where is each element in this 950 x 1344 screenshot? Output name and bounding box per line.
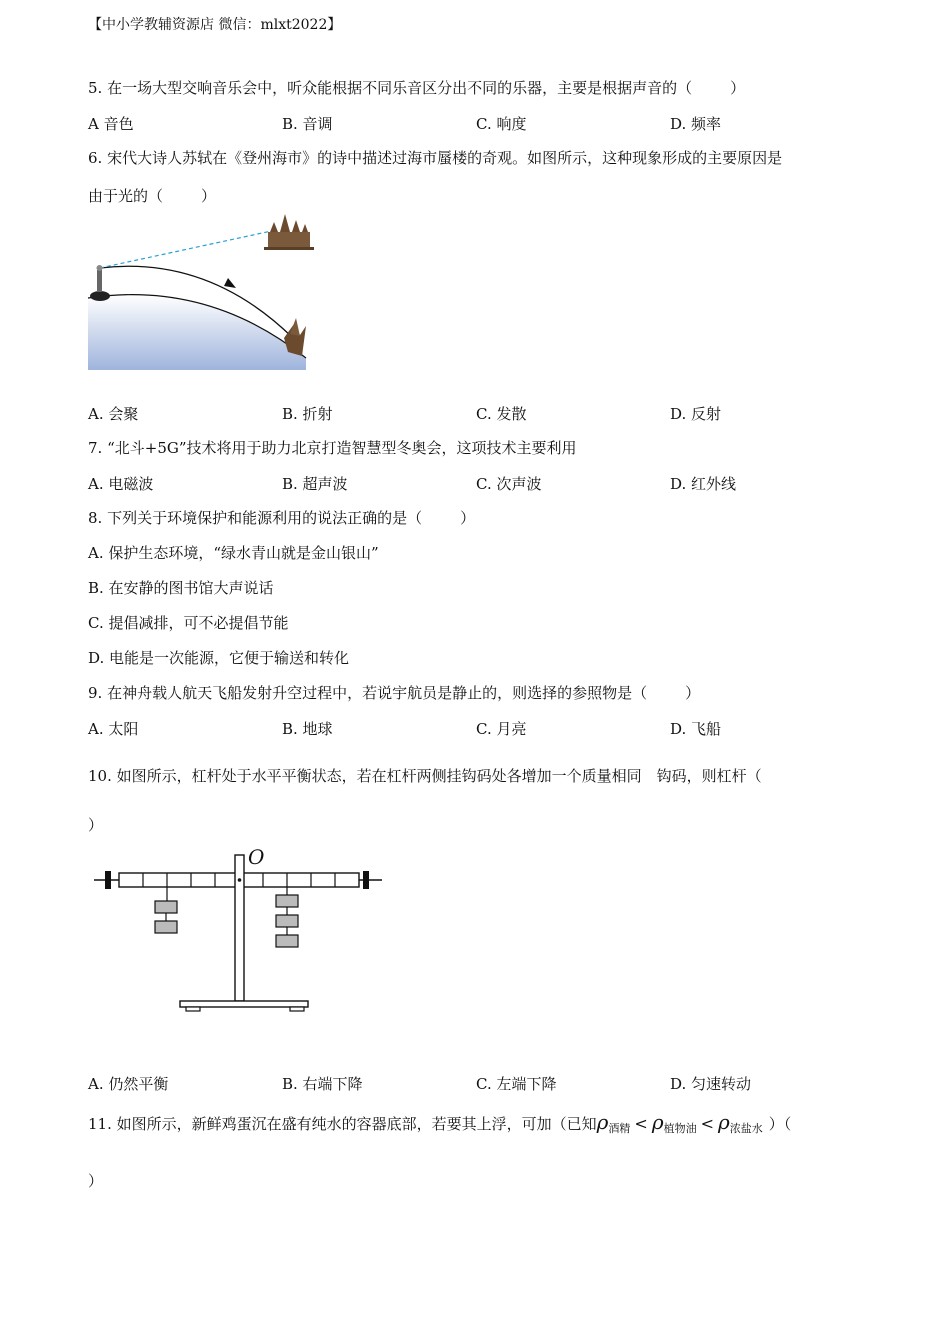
q8-option-a[interactable]: A. 保护生态环境，“绿水青山就是金山银山” [88,544,379,562]
mirage-diagram [88,210,328,370]
rho-symbol-3: ρ [717,1110,730,1134]
lever-stand-post [235,855,244,1001]
observer-icon [90,265,110,301]
rho-sub-alcohol: 酒精 [608,1122,631,1135]
right-nut [363,871,369,889]
question-5 [88,77,745,98]
left-weight-2 [155,921,177,933]
q7-option-d[interactable]: D. 红外线 [670,475,737,493]
question-8 [88,507,475,528]
q9-option-c[interactable]: C. 月亮 [476,720,527,738]
question-10-line2: ） [88,816,104,834]
q5-option-c[interactable]: C. 响度 [476,115,527,133]
question-11-stem: 11. 如图所示，新鲜鸡蛋沉在盛有纯水的容器底部，若要其上浮，可加（已知 [88,1115,597,1133]
rho-symbol-2: ρ [651,1110,664,1134]
less-than-1: < [634,1114,648,1133]
question-11 [88,1110,791,1134]
question-8-stem: 8. 下列关于环境保护和能源利用的说法正确的是（ [88,509,423,527]
question-6-line2-text: 由于光的（ [88,187,164,205]
question-8-close: ） [460,509,476,527]
q5-option-d[interactable]: D. 频率 [670,115,722,133]
question-11-line2: ） [88,1172,104,1190]
rho-sub-brine: 浓盐水 [729,1122,763,1135]
question-6-line2 [88,185,216,206]
q8-option-b[interactable]: B. 在安静的图书馆大声说话 [88,579,274,597]
q6-option-c[interactable]: C. 发散 [476,405,527,423]
q6-option-d[interactable]: D. 反射 [670,405,722,423]
question-5-stem: 5. 在一场大型交响音乐会中，听众能根据不同乐音区分出不同的乐器，主要是根据声音的（ [88,79,693,97]
question-7-stem: 7. “北斗+5G”技术将用于助力北京打造智慧型冬奥会，这项技术主要利用 [88,439,577,457]
arrow-icon [224,278,236,288]
rho-sub-oil: 植物油 [663,1122,697,1135]
question-9-stem: 9. 在神舟载人航天飞船发射升空过程中，若说宇航员是静止的，则选择的参照物是（ [88,684,648,702]
left-nut [105,871,111,889]
q6-option-b[interactable]: B. 折射 [282,405,333,423]
dashed-sight-line [100,230,276,268]
question-6-line1: 6. 宋代大诗人苏轼在《登州海市》的诗中描述过海市蜃楼的奇观。如图所示，这种现象形成的主要原因是 [88,149,783,167]
question-9 [88,682,700,703]
q9-option-a[interactable]: A. 太阳 [88,720,139,738]
q8-option-d[interactable]: D. 电能是一次能源，它便于输送和转化 [88,649,350,667]
q10-option-d[interactable]: D. 匀速转动 [670,1075,752,1093]
question-9-close: ） [685,684,701,702]
right-weight-2 [276,915,298,927]
lever-diagram [92,845,392,1015]
question-5-close: ） [730,79,746,97]
q9-option-b[interactable]: B. 地球 [282,720,333,738]
q7-option-b[interactable]: B. 超声波 [282,475,348,493]
rho-symbol-1: ρ [596,1110,609,1134]
mirage-castle-icon [264,214,314,250]
question-6-close: ） [201,187,217,205]
earth-surface [88,295,306,370]
left-weight-1 [155,901,177,913]
q10-option-c[interactable]: C. 左端下降 [476,1075,557,1093]
q10-option-b[interactable]: B. 右端下降 [282,1075,363,1093]
q9-option-d[interactable]: D. 飞船 [670,720,722,738]
q7-option-a[interactable]: A. 电磁波 [88,475,154,493]
lever-stand-base [180,1001,308,1007]
right-weight-1 [276,895,298,907]
q7-option-c[interactable]: C. 次声波 [476,475,542,493]
q10-option-a[interactable]: A. 仍然平衡 [88,1075,169,1093]
pivot-label: O [248,845,265,869]
right-weight-3 [276,935,298,947]
q5-option-a[interactable]: A 音色 [88,115,134,133]
question-11-close: ）（ [768,1115,792,1133]
q6-option-a[interactable]: A. 会聚 [88,405,139,423]
page-header: 【中小学教辅资源店 微信：mlxt2022】 [88,17,342,33]
less-than-2: < [700,1114,714,1133]
question-10-line1: 10. 如图所示，杠杆处于水平平衡状态，若在杠杆两侧挂钩码处各增加一个质量相同 钩码，则杠杆（ [88,767,762,785]
q5-option-b[interactable]: B. 音调 [282,115,333,133]
q8-option-c[interactable]: C. 提倡减排，可不必提倡节能 [88,614,289,632]
